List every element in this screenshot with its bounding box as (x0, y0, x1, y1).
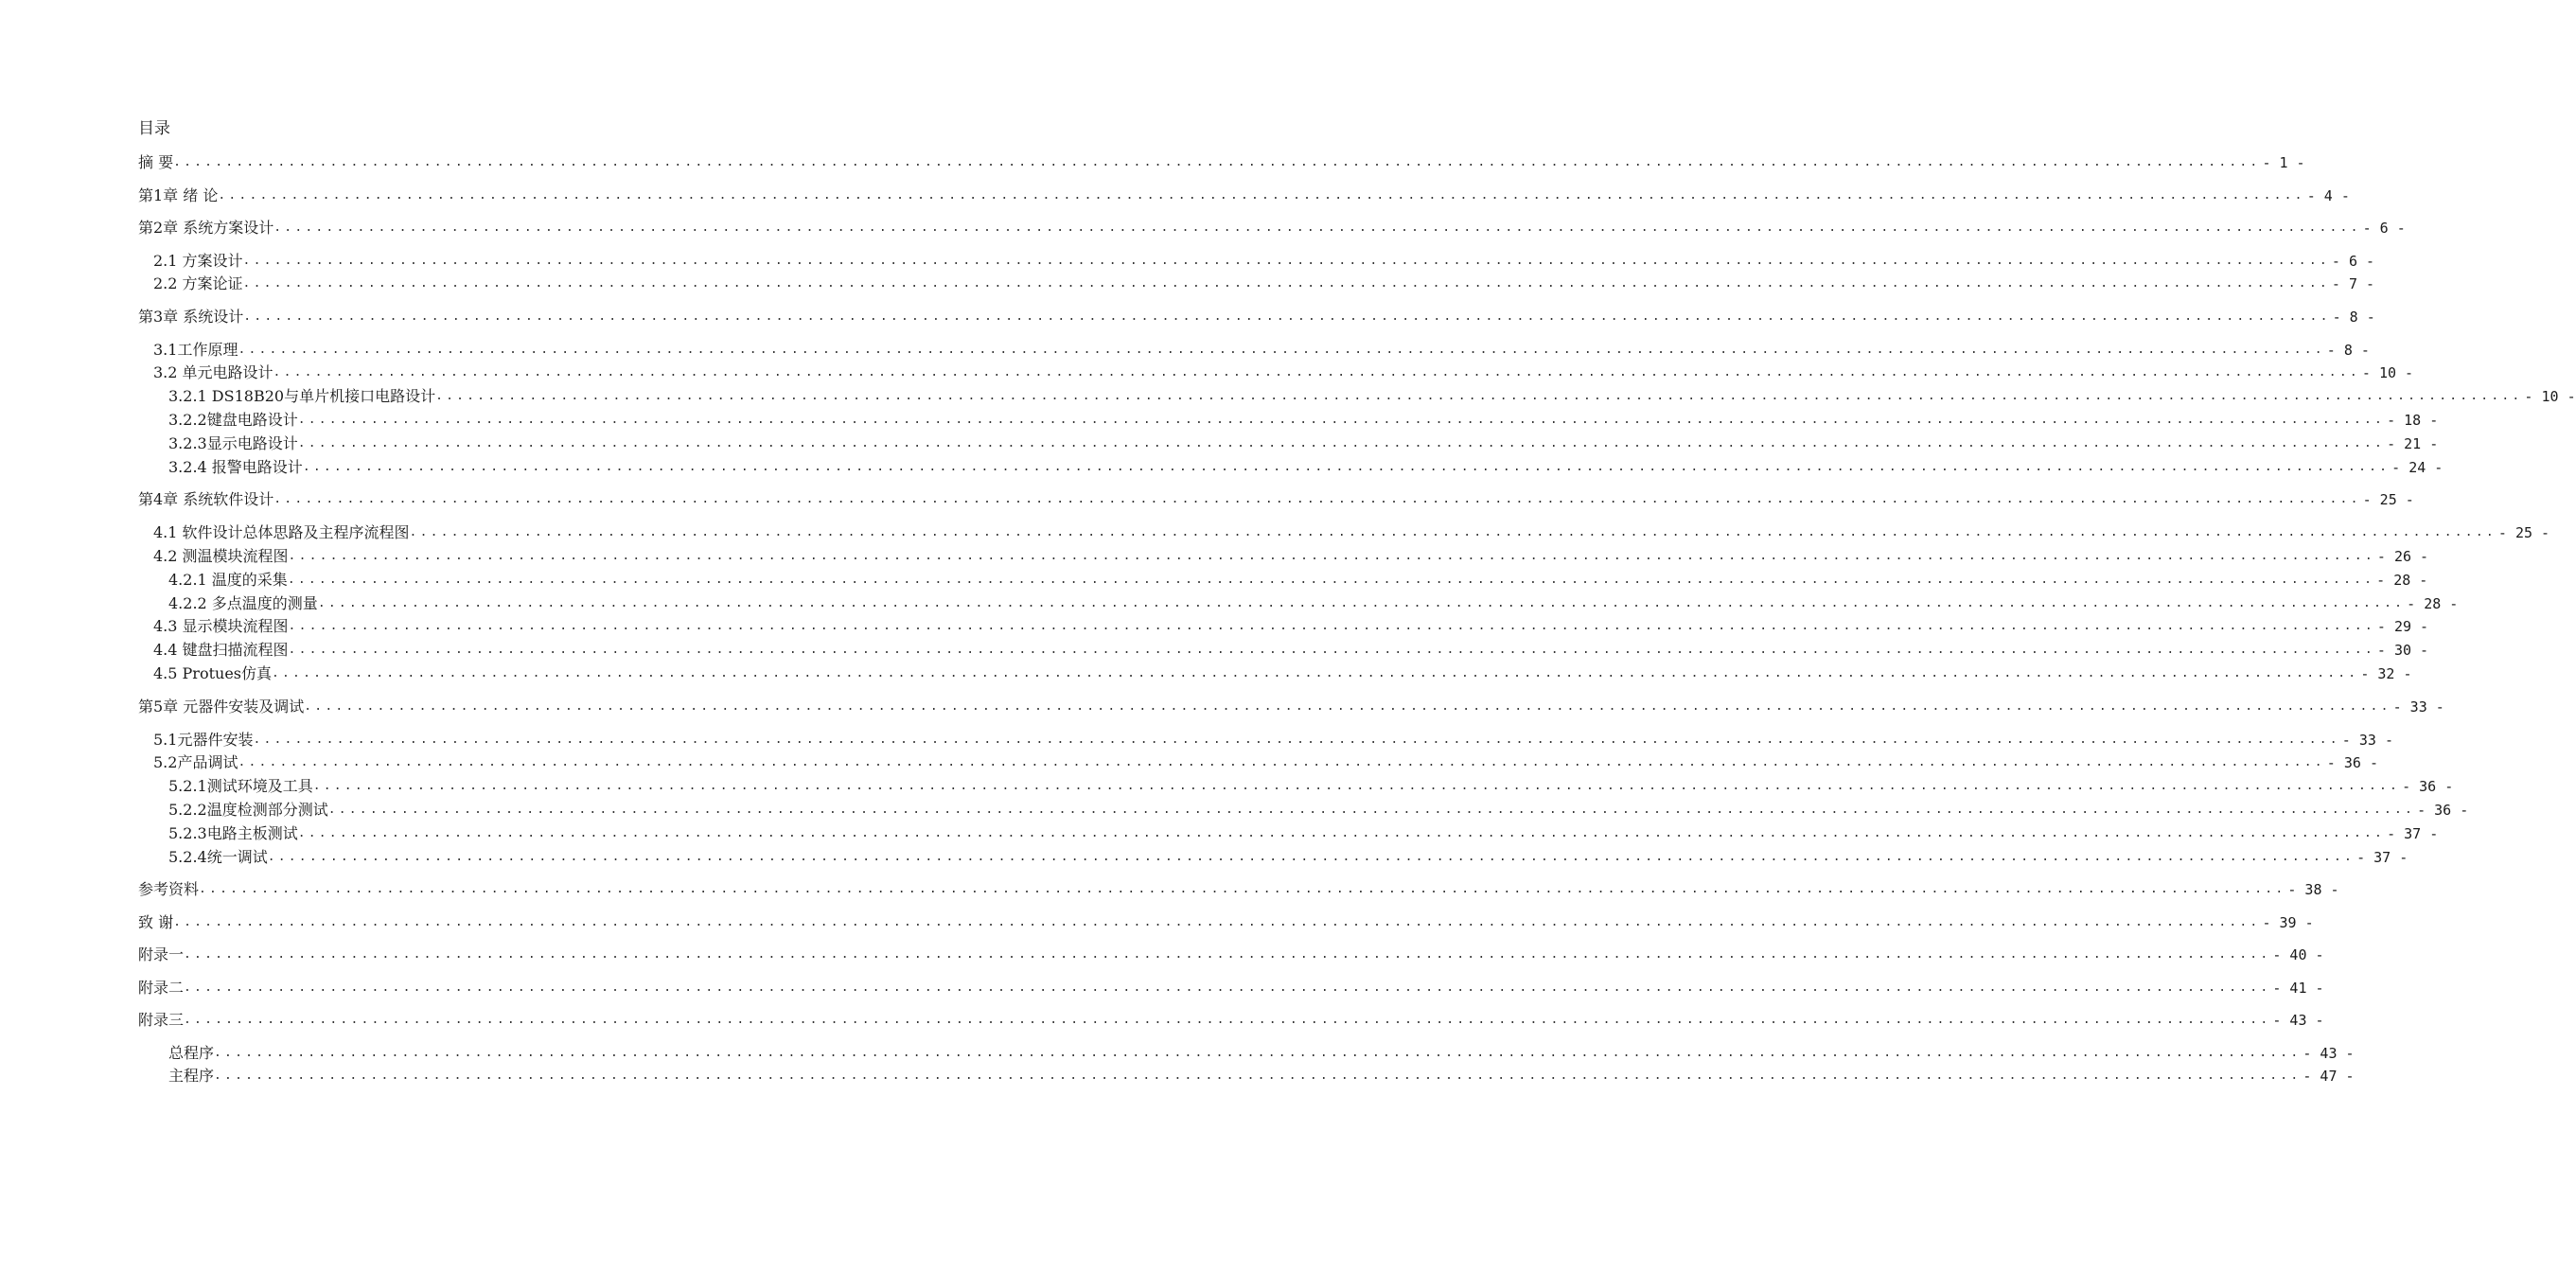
toc-entry-label: 4.2.1 温度的采集 (168, 571, 288, 589)
toc-entry-page-number: - 18 - (2387, 412, 2439, 429)
toc-entry-page-number: - 36 - (2402, 778, 2454, 795)
toc-entry-label: 4.2 测温模块流程图 (153, 547, 289, 565)
toc-entry[interactable] (168, 1065, 2355, 1086)
toc-entry-label: 附录一 (138, 945, 185, 963)
toc-entry-label: 总程序 (168, 1044, 215, 1062)
toc-entry-label: 摘 要 (138, 153, 174, 171)
toc-entry[interactable] (153, 521, 2550, 542)
toc-entry-page-number: - 6 - (2331, 253, 2375, 270)
dot-leader: ........................................................................................................................................................................................................ (199, 882, 2286, 896)
toc-entry-label: 4.5 Protues仿真 (153, 664, 272, 682)
toc-entry-label: 第4章 系统软件设计 (138, 490, 274, 508)
toc-entry-label: 5.1元器件安装 (153, 731, 254, 749)
toc-entry-label: 致 谢 (138, 913, 174, 931)
dot-leader: ........................................................................................................................................................................................................ (273, 221, 2361, 235)
toc-entry-page-number: - 39 - (2262, 914, 2314, 931)
toc-entry-page-number: - 33 - (2392, 698, 2444, 716)
toc-entry-label: 4.3 显示模块流程图 (153, 617, 289, 635)
dot-leader: ........................................................................................................................................................................................................ (312, 779, 2401, 793)
toc-entry-label: 附录二 (138, 979, 185, 997)
toc-entry-page-number: - 41 - (2272, 980, 2324, 997)
dot-leader: ........................................................................................................................................................................................................ (409, 525, 2497, 539)
toc-entry-label: 主程序 (168, 1067, 215, 1085)
dot-leader: ........................................................................................................................................................................................................ (214, 1046, 2302, 1060)
toc-entry[interactable] (153, 545, 2429, 566)
toc-entry-page-number: - 38 - (2287, 881, 2339, 898)
toc-entry-page-number: - 36 - (2326, 754, 2378, 771)
toc-entry-label: 第1章 绪 论 (138, 186, 219, 204)
toc-entry-label: 第5章 元器件安装及调试 (138, 698, 305, 716)
toc-entry-page-number: - 21 - (2387, 435, 2439, 452)
dot-leader: ........................................................................................................................................................................................................ (243, 309, 2331, 324)
toc-entry-page-number: - 33 - (2341, 732, 2393, 749)
toc-entry-page-number: - 1 - (2262, 154, 2305, 171)
dot-leader: ........................................................................................................................................................................................................ (288, 619, 2375, 633)
toc-entry-page-number: - 28 - (2407, 595, 2459, 612)
toc-entry-label: 3.2 单元电路设计 (153, 363, 273, 381)
toc-entry[interactable] (153, 615, 2429, 636)
toc-entry-label: 5.2产品调试 (153, 753, 238, 771)
toc-entry-page-number: - 8 - (2332, 309, 2375, 326)
dot-leader: ........................................................................................................................................................................................................ (287, 573, 2375, 587)
toc-entry-page-number: - 29 - (2376, 618, 2429, 635)
toc-entry-page-number: - 7 - (2331, 275, 2375, 292)
toc-entry[interactable] (168, 409, 2439, 430)
toc-entry[interactable] (168, 456, 2444, 477)
dot-leader: ........................................................................................................................................................................................................ (288, 643, 2375, 657)
dot-leader: ........................................................................................................................................................................................................ (253, 733, 2340, 747)
toc-entry[interactable] (138, 185, 2350, 205)
toc-entry-page-number: - 37 - (2387, 825, 2439, 842)
dot-leader: ........................................................................................................................................................................................................ (184, 1013, 2271, 1027)
toc-entry[interactable] (153, 751, 2378, 772)
toc-entry[interactable] (168, 1042, 2355, 1063)
toc-entry-page-number: - 26 - (2376, 548, 2429, 565)
toc-entry[interactable] (168, 385, 2576, 406)
dot-leader: ........................................................................................................................................................................................................ (273, 365, 2360, 380)
toc-entry[interactable] (153, 250, 2375, 271)
dot-leader: ........................................................................................................................................................................................................ (288, 549, 2375, 563)
dot-leader: ........................................................................................................................................................................................................ (317, 596, 2406, 610)
toc-entry[interactable] (168, 775, 2454, 796)
toc-entry[interactable] (153, 639, 2429, 660)
dot-leader: ........................................................................................................................................................................................................ (214, 1069, 2302, 1083)
toc-entry-page-number: - 43 - (2272, 1012, 2324, 1029)
toc-entry-page-number: - 37 - (2356, 849, 2408, 866)
toc-entry-label: 3.2.2键盘电路设计 (168, 411, 298, 429)
toc-entry-page-number: - 32 - (2360, 665, 2412, 682)
toc-entry[interactable] (153, 273, 2375, 293)
toc-entry[interactable] (168, 822, 2439, 843)
toc-entry[interactable] (168, 433, 2439, 453)
toc-entry[interactable] (138, 488, 2414, 509)
toc-entry-label: 附录三 (138, 1011, 185, 1029)
toc-entry[interactable] (138, 878, 2339, 899)
dot-leader: ........................................................................................................................................................................................................ (173, 155, 2261, 169)
dot-leader: ........................................................................................................................................................................................................ (435, 389, 2523, 403)
toc-entry-label: 3.2.4 报警电路设计 (168, 458, 303, 476)
dot-leader: ........................................................................................................................................................................................................ (242, 276, 2330, 291)
dot-leader: ........................................................................................................................................................................................................ (184, 980, 2271, 995)
toc-entry[interactable] (153, 662, 2412, 683)
toc-entry[interactable] (138, 217, 2406, 238)
toc-entry-label: 4.4 键盘扫描流程图 (153, 641, 289, 659)
toc-title: 目录 (138, 119, 170, 138)
dot-leader: ........................................................................................................................................................................................................ (297, 436, 2386, 450)
toc-entry[interactable] (153, 362, 2414, 382)
toc-entry-page-number: - 10 - (2361, 364, 2414, 381)
toc-entry-page-number: - 47 - (2303, 1068, 2355, 1085)
dot-leader: ........................................................................................................................................................................................................ (173, 915, 2261, 929)
dot-leader: ........................................................................................................................................................................................................ (242, 254, 2330, 268)
toc-entry-page-number: - 36 - (2417, 802, 2469, 819)
toc-entry-page-number: - 43 - (2303, 1045, 2355, 1062)
toc-entry-page-number: - 25 - (2497, 524, 2550, 541)
toc-entry[interactable] (138, 696, 2444, 716)
toc-entry-label: 5.2.3电路主板测试 (168, 824, 298, 842)
dot-leader: ........................................................................................................................................................................................................ (272, 666, 2359, 680)
toc-entry[interactable] (138, 1009, 2324, 1030)
toc-entry[interactable] (168, 592, 2459, 613)
dot-leader: ........................................................................................................................................................................................................ (218, 188, 2305, 203)
toc-entry-page-number: - 40 - (2272, 946, 2324, 963)
dot-leader: ........................................................................................................................................................................................................ (297, 826, 2386, 840)
toc-entry-label: 3.1工作原理 (153, 341, 238, 359)
toc-entry-page-number: - 10 - (2524, 388, 2576, 405)
dot-leader: ........................................................................................................................................................................................................ (302, 460, 2391, 474)
toc-entry-page-number: - 6 - (2362, 220, 2406, 237)
toc-entry[interactable] (138, 977, 2324, 998)
dot-leader: ........................................................................................................................................................................................................ (267, 850, 2355, 864)
toc-entry-label: 2.1 方案设计 (153, 252, 243, 270)
dot-leader: ........................................................................................................................................................................................................ (238, 343, 2325, 357)
toc-entry-page-number: - 8 - (2326, 342, 2370, 359)
dot-leader: ........................................................................................................................................................................................................ (184, 947, 2271, 962)
toc-entry-page-number: - 24 - (2391, 459, 2444, 476)
toc-entry[interactable] (138, 911, 2314, 932)
toc-entry-label: 2.2 方案论证 (153, 274, 243, 292)
toc-entry[interactable] (138, 151, 2305, 172)
dot-leader: ........................................................................................................................................................................................................ (304, 699, 2391, 714)
toc-entry-label: 第3章 系统设计 (138, 308, 244, 326)
toc-entry[interactable] (138, 306, 2375, 327)
toc-entry-label: 参考资料 (138, 880, 200, 898)
toc-entry-label: 4.2.2 多点温度的测量 (168, 594, 318, 612)
dot-leader: ........................................................................................................................................................................................................ (327, 803, 2416, 817)
toc-entry-label: 4.1 软件设计总体思路及主程序流程图 (153, 523, 410, 541)
toc-entry-page-number: - 30 - (2376, 642, 2429, 659)
toc-entry[interactable] (168, 799, 2469, 820)
toc-entry[interactable] (168, 846, 2408, 867)
toc-entry-label: 3.2.1 DS18B20与单片机接口电路设计 (168, 387, 436, 405)
toc-entry[interactable] (153, 339, 2370, 360)
dot-leader: ........................................................................................................................................................................................................ (238, 755, 2325, 769)
toc-entry-page-number: - 4 - (2306, 187, 2350, 204)
toc-entry-page-number: - 28 - (2376, 572, 2428, 589)
dot-leader: ........................................................................................................................................................................................................ (273, 492, 2361, 506)
dot-leader: ........................................................................................................................................................................................................ (297, 413, 2386, 427)
toc-entry[interactable] (168, 569, 2428, 590)
toc-entry-label: 3.2.3显示电路设计 (168, 434, 298, 452)
toc-entry[interactable] (138, 944, 2324, 964)
toc-entry-label: 5.2.4统一调试 (168, 848, 268, 866)
toc-entry-label: 第2章 系统方案设计 (138, 219, 274, 237)
toc-entry-label: 5.2.1测试环境及工具 (168, 777, 313, 795)
toc-entry-label: 5.2.2温度检测部分测试 (168, 801, 328, 819)
toc-entry-page-number: - 25 - (2362, 491, 2414, 508)
toc-entry[interactable] (153, 729, 2393, 750)
